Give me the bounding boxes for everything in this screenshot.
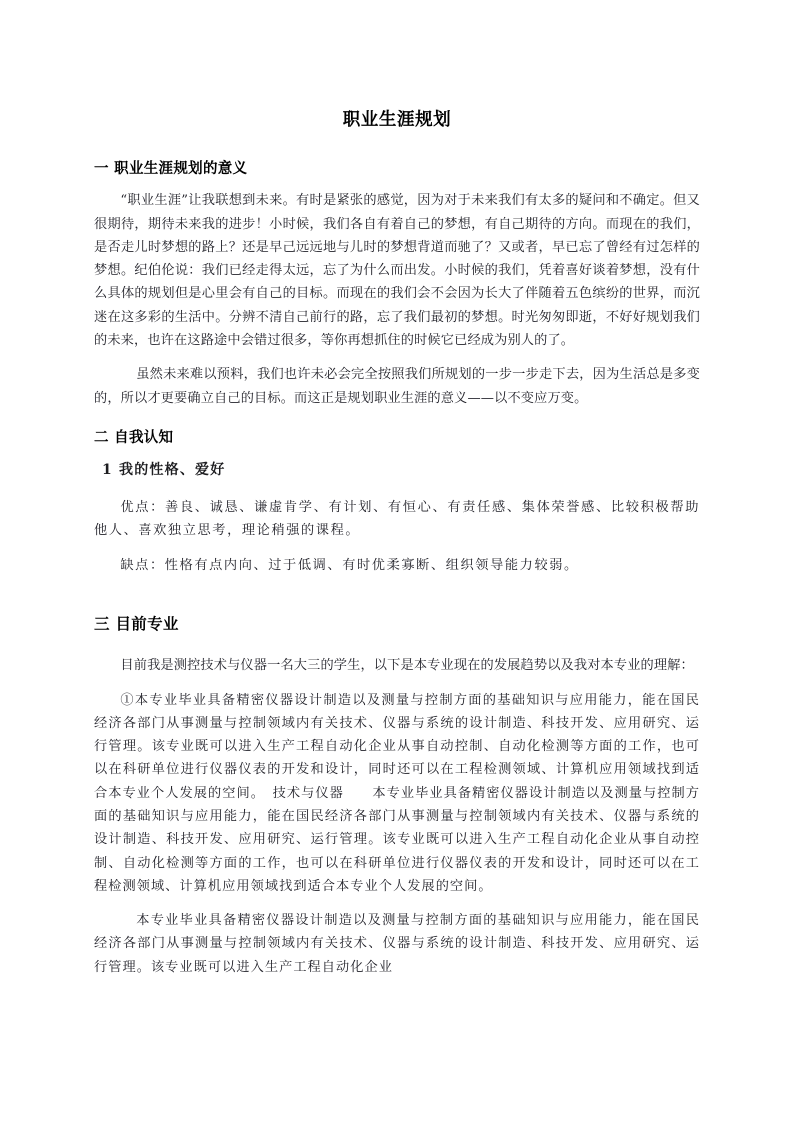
spacer [94, 579, 700, 613]
spacer [94, 645, 700, 654]
spacer [94, 412, 700, 428]
section-heading-1: 一 职业生涯规划的意义 [94, 160, 248, 177]
page-title: 职业生涯规划 [342, 110, 452, 130]
section-3-paragraph-1: 目前我是测控技术与仪器一名大三的学生，以下是本专业现在的发展趋势以及我对本专业的理解： [120, 658, 694, 674]
section-heading-3: 三 目前专业 [94, 614, 179, 633]
spacer [94, 900, 700, 909]
spacer [94, 354, 700, 363]
document-content [94, 108, 700, 981]
spacer [94, 545, 700, 554]
section-heading-2: 二 自我认知 [94, 429, 174, 446]
section-3-paragraph-3: 本专业毕业具备精密仪器设计制造以及测量与控制方面的基础知识与应用能力，能在国民经济各部门从事测量与控制领域内有关技术、仪器与系统的设计制造、科技开发、应用研究、运行管理。该专业既可以进入生产工程自动化企业 [94, 913, 700, 975]
section-1-paragraph-1: “职业生涯”让我联想到未来。有时是紧张的感觉，因为对于未来我们有太多的疑问和不确定。但又很期待，期待未来我的进步！小时候，我们各自有着自己的梦想，有自己期待的方向。而现在的我们，是否走儿时梦想的路上？还是早己远远地与儿时的梦想背道而驰了？又或者，早已忘了曾经有过怎样的梦想。纪伯伦说：我们已经走得太远，忘了为什么而出发。小时候的我们，凭着喜好谈着梦想，没有什么具体的规划但是心里会有自己的目标。而现在的我们会不会因为长大了伴随着五色缤纷的世界，而沉迷在这多彩的生活中。分辨不清自己前行的路，忘了我们最初的梦想。时光匆匆即逝，不好好规划我们的未来，也许在这路途中会错过很多，等你再想抓住的时候它已经成为别人的了。 [94, 193, 700, 349]
section-3-paragraph-2: ①本专业毕业具备精密仪器设计制造以及测量与控制方面的基础知识与应用能力，能在国民经济各部门从事测量与控制领域内有关技术、仪器与系统的设计制造、科技开发、应用研究、运行管理。该专业既可以进入生产工程自动化企业从事自动控制、自动化检测等方面的工作，也可以在科研单位进行仪器仪表的开发和设计，同时还可以在工程检测领域、计算机应用领域找到适合本专业个人发展的空间。 技术与仪器 本专业毕业具备精密仪器设计制造以及测量与控制方面的基础知识与应用能力，能在国民经济各部门从事测量与控制领域内有关技术、仪器与系统的设计制造、科技开发、应用研究、运行管理。该专业既可以进入生产工程自动化企业从事自动控制、自动化检测等方面的工作，也可以在科研单位进行仪器仪表的开发和设计，同时还可以在工程检测领域、计算机应用领域找到适合本专业个人发展的空间。 [94, 692, 700, 894]
spacer [94, 487, 700, 496]
spacer [94, 680, 700, 689]
section-1-paragraph-2: 虽然未来难以预料，我们也许未必会完全按照我们所规划的一步一步走下去，因为生活总是多变的，所以才更要确立自己的目标。而这正是规划职业生涯的意义——以不变应万变。 [94, 367, 700, 406]
section-2-strengths-paragraph: 优点：善良、诚恳、谦虚肯学、有计划、有恒心、有责任感、集体荣誉感、比较积极帮助他人、喜欢独立思考，理论稍强的课程。 [94, 500, 700, 539]
subsection-heading-my-personality: 1 我的性格、爱好 [102, 461, 226, 478]
section-2-weaknesses-paragraph: 缺点：性格有点内向、过于低调、有时优柔寡断、组织领导能力较弱。 [120, 557, 579, 573]
